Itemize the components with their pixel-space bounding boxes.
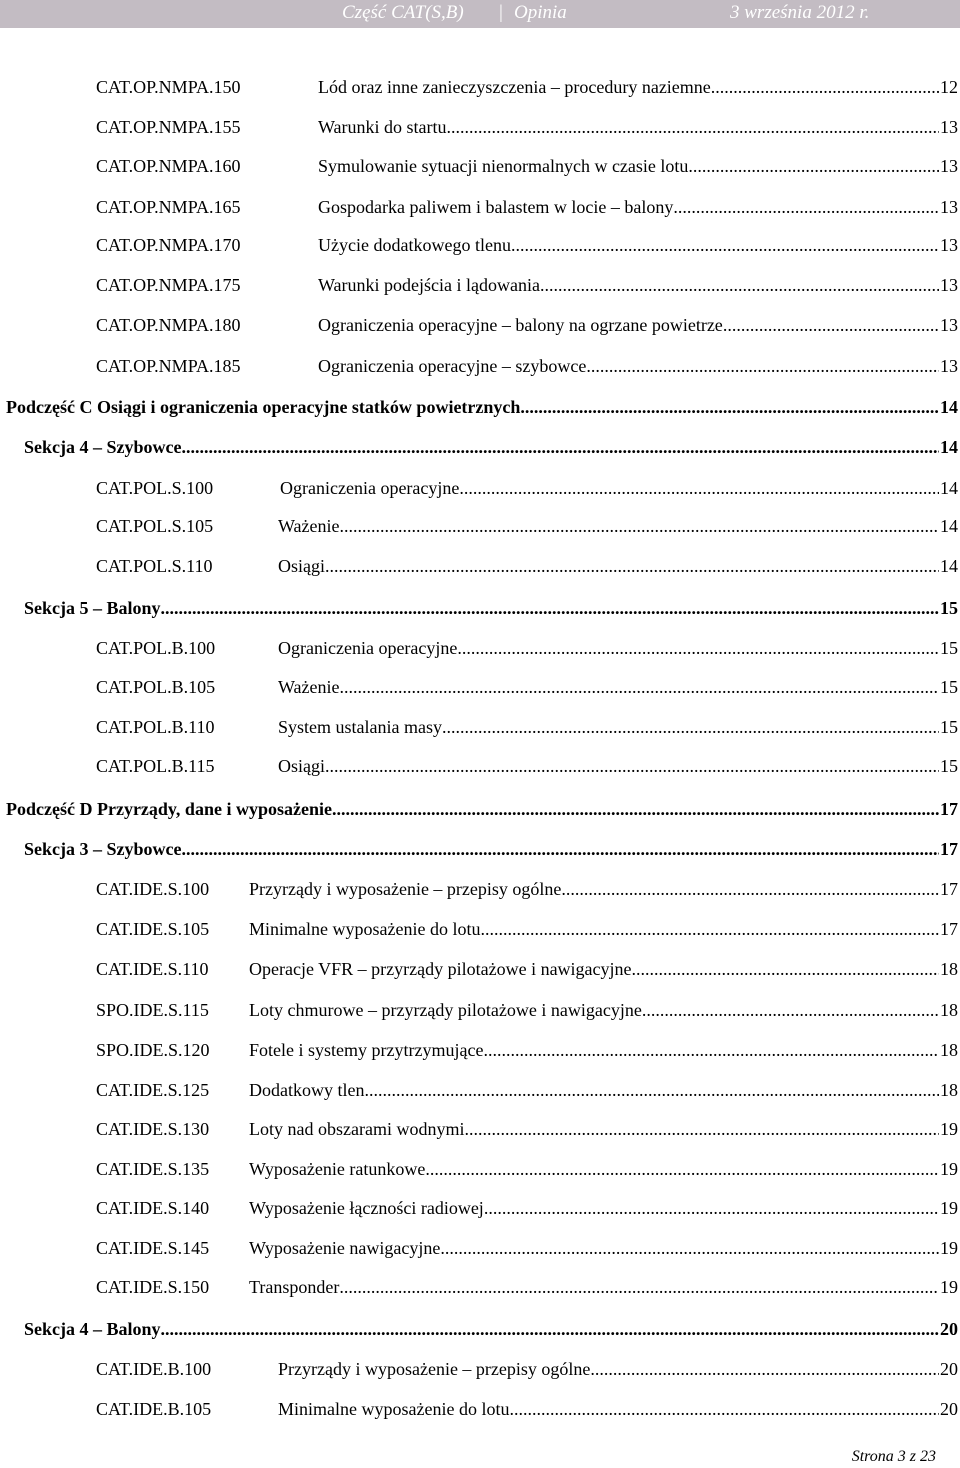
toc-leader bbox=[561, 876, 939, 902]
toc-leader bbox=[459, 475, 939, 501]
toc-code: CAT.POL.B.115 bbox=[96, 756, 215, 776]
toc-entry[interactable] bbox=[96, 1235, 958, 1261]
header-part: Część CAT(S,B) bbox=[342, 2, 464, 23]
toc-entry[interactable] bbox=[96, 1356, 958, 1382]
header-date: 3 września 2012 r. bbox=[730, 2, 870, 23]
toc-leader bbox=[181, 434, 939, 460]
toc-entry[interactable] bbox=[96, 956, 958, 982]
toc-title: Sekcja 3 – Szybowce bbox=[24, 839, 182, 859]
toc-entry[interactable] bbox=[96, 553, 958, 579]
toc-code: CAT.OP.NMPA.155 bbox=[96, 117, 241, 137]
toc-page: 17 bbox=[940, 799, 958, 819]
toc-page: 17 bbox=[940, 919, 958, 939]
toc-page: 18 bbox=[940, 1000, 958, 1020]
toc-code: CAT.IDE.S.130 bbox=[96, 1119, 210, 1139]
toc-page: 15 bbox=[940, 638, 958, 658]
toc-page: 19 bbox=[940, 1159, 958, 1179]
toc-leader bbox=[642, 997, 939, 1023]
toc-leader bbox=[632, 956, 939, 982]
toc-title: Osiągi bbox=[278, 756, 325, 776]
toc-page: 17 bbox=[940, 839, 958, 859]
toc-leader bbox=[332, 796, 939, 822]
toc-code: CAT.POL.S.110 bbox=[96, 556, 213, 576]
toc-page: 13 bbox=[940, 117, 958, 137]
header-opinion: Opinia bbox=[514, 2, 567, 23]
toc-leader bbox=[711, 74, 939, 100]
toc-title: Wyposażenie nawigacyjne bbox=[249, 1238, 441, 1258]
toc-entry[interactable] bbox=[96, 153, 958, 179]
toc-page: 14 bbox=[940, 397, 958, 417]
toc-leader bbox=[447, 114, 939, 140]
toc-leader bbox=[325, 753, 939, 779]
toc-title: Osiągi bbox=[278, 556, 325, 576]
toc-entry[interactable] bbox=[96, 1156, 958, 1182]
toc-leader bbox=[464, 1116, 939, 1142]
toc-leader bbox=[509, 1396, 939, 1422]
toc-section[interactable] bbox=[24, 1316, 958, 1342]
toc-code: CAT.IDE.S.125 bbox=[96, 1080, 210, 1100]
header-separator: | bbox=[498, 2, 504, 23]
toc-entry[interactable] bbox=[96, 635, 958, 661]
toc-page: 13 bbox=[940, 275, 958, 295]
toc-leader bbox=[440, 1235, 939, 1261]
toc-title: Sekcja 4 – Szybowce bbox=[24, 437, 182, 457]
toc-title: Ograniczenia operacyjne – szybowce bbox=[318, 356, 587, 376]
toc-code: CAT.IDE.S.100 bbox=[96, 879, 210, 899]
toc-code: CAT.OP.NMPA.150 bbox=[96, 77, 241, 97]
toc-page: 18 bbox=[940, 1040, 958, 1060]
toc-title: Lód oraz inne zanieczyszczenia – procedury naziemne bbox=[318, 77, 711, 97]
toc-leader bbox=[723, 312, 939, 338]
toc-page: 15 bbox=[940, 717, 958, 737]
toc-title: Gospodarka paliwem i balastem w locie – balony bbox=[318, 197, 674, 217]
toc-title: Transponder bbox=[249, 1277, 340, 1297]
toc-leader bbox=[688, 153, 939, 179]
toc-leader bbox=[511, 232, 939, 258]
toc-code: SPO.IDE.S.120 bbox=[96, 1040, 210, 1060]
toc-title: Warunki podejścia i lądowania bbox=[318, 275, 540, 295]
toc-title: Ograniczenia operacyjne – balony na ogrzane powietrze bbox=[318, 315, 723, 335]
toc-code: CAT.IDE.S.105 bbox=[96, 919, 210, 939]
toc-leader bbox=[457, 635, 939, 661]
toc-title: Ograniczenia operacyjne bbox=[278, 638, 458, 658]
toc-title: Ważenie bbox=[278, 516, 340, 536]
toc-page: 15 bbox=[940, 677, 958, 697]
toc-leader bbox=[540, 272, 939, 298]
toc-entry[interactable] bbox=[96, 714, 958, 740]
toc-page: 19 bbox=[940, 1119, 958, 1139]
toc-page: 12 bbox=[940, 77, 958, 97]
toc-entry[interactable] bbox=[96, 1116, 958, 1142]
toc-leader bbox=[339, 1274, 939, 1300]
toc-leader bbox=[673, 194, 939, 220]
toc-page: 13 bbox=[940, 197, 958, 217]
toc-page: 18 bbox=[940, 1080, 958, 1100]
toc-leader bbox=[364, 1077, 939, 1103]
toc-entry[interactable] bbox=[96, 916, 958, 942]
toc-page: 20 bbox=[940, 1319, 958, 1339]
toc-entry[interactable] bbox=[96, 1077, 958, 1103]
toc-page: 13 bbox=[940, 156, 958, 176]
toc-code: CAT.POL.S.105 bbox=[96, 516, 214, 536]
toc-code: CAT.IDE.B.100 bbox=[96, 1359, 212, 1379]
toc-title: Fotele i systemy przytrzymujące bbox=[249, 1040, 484, 1060]
toc-entry[interactable] bbox=[96, 114, 958, 140]
toc-page: 19 bbox=[940, 1277, 958, 1297]
toc-subpart[interactable] bbox=[6, 394, 958, 420]
toc-page: 20 bbox=[940, 1359, 958, 1379]
toc-entry[interactable] bbox=[96, 513, 958, 539]
toc-code: CAT.OP.NMPA.165 bbox=[96, 197, 241, 217]
toc-title: Loty chmurowe – przyrządy pilotażowe i nawigacyjne bbox=[249, 1000, 642, 1020]
toc-code: CAT.POL.S.100 bbox=[96, 478, 214, 498]
toc-leader bbox=[161, 1316, 939, 1342]
toc-page: 14 bbox=[940, 478, 958, 498]
toc-code: CAT.OP.NMPA.160 bbox=[96, 156, 241, 176]
toc-entry[interactable] bbox=[96, 1274, 958, 1300]
toc-page: 15 bbox=[940, 756, 958, 776]
toc-leader bbox=[442, 714, 939, 740]
toc-code: CAT.IDE.S.145 bbox=[96, 1238, 210, 1258]
toc-page: 19 bbox=[940, 1198, 958, 1218]
toc-page: 17 bbox=[940, 879, 958, 899]
toc-entry[interactable] bbox=[96, 753, 958, 779]
toc-section[interactable] bbox=[24, 836, 958, 862]
toc-title: Symulowanie sytuacji nienormalnych w czasie lotu bbox=[318, 156, 689, 176]
toc-title: Minimalne wyposażenie do lotu bbox=[278, 1399, 510, 1419]
toc-title: Wyposażenie łączności radiowej bbox=[249, 1198, 484, 1218]
toc-page: 13 bbox=[940, 315, 958, 335]
toc-section[interactable] bbox=[24, 434, 958, 460]
toc-entry[interactable] bbox=[96, 475, 958, 501]
toc-page: 19 bbox=[940, 1238, 958, 1258]
toc-section[interactable] bbox=[24, 595, 958, 621]
toc-page: 18 bbox=[940, 959, 958, 979]
toc-leader bbox=[586, 353, 939, 379]
toc-page: 13 bbox=[940, 235, 958, 255]
toc-entry[interactable] bbox=[96, 194, 958, 220]
toc-entry[interactable] bbox=[96, 1396, 958, 1422]
toc-code: CAT.IDE.S.140 bbox=[96, 1198, 210, 1218]
toc-leader bbox=[181, 836, 939, 862]
toc-code: CAT.OP.NMPA.175 bbox=[96, 275, 241, 295]
toc-entry[interactable] bbox=[96, 997, 958, 1023]
toc-entry[interactable] bbox=[96, 353, 958, 379]
toc-title: Operacje VFR – przyrządy pilotażowe i nawigacyjne bbox=[249, 959, 632, 979]
toc-code: CAT.OP.NMPA.180 bbox=[96, 315, 241, 335]
toc-title: Sekcja 5 – Balony bbox=[24, 598, 161, 618]
toc-page: 13 bbox=[940, 356, 958, 376]
toc-entry[interactable] bbox=[96, 674, 958, 700]
toc-leader bbox=[325, 553, 939, 579]
toc-code: CAT.OP.NMPA.185 bbox=[96, 356, 241, 376]
toc-code: CAT.POL.B.100 bbox=[96, 638, 216, 658]
toc-title: Przyrządy i wyposażenie – przepisy ogólne bbox=[278, 1359, 591, 1379]
toc-code: CAT.POL.B.110 bbox=[96, 717, 215, 737]
toc-subpart[interactable] bbox=[6, 796, 958, 822]
toc-leader bbox=[161, 595, 939, 621]
toc-title: Ważenie bbox=[278, 677, 340, 697]
toc-title: Dodatkowy tlen bbox=[249, 1080, 365, 1100]
toc-title: Minimalne wyposażenie do lotu bbox=[249, 919, 481, 939]
toc-title: Warunki do startu bbox=[318, 117, 447, 137]
toc-leader bbox=[520, 394, 939, 420]
toc-title: Loty nad obszarami wodnymi bbox=[249, 1119, 465, 1139]
toc-title: Podczęść D Przyrządy, dane i wyposażenie bbox=[6, 799, 332, 819]
toc-entry[interactable] bbox=[96, 876, 958, 902]
toc-entry[interactable] bbox=[96, 74, 958, 100]
toc-page: 15 bbox=[940, 598, 958, 618]
toc-title: Przyrządy i wyposażenie – przepisy ogólne bbox=[249, 879, 562, 899]
toc-leader bbox=[425, 1156, 939, 1182]
toc-title: Sekcja 4 – Balony bbox=[24, 1319, 161, 1339]
toc-leader bbox=[480, 916, 939, 942]
toc-entry[interactable] bbox=[96, 232, 958, 258]
toc-entry[interactable] bbox=[96, 312, 958, 338]
toc-leader bbox=[340, 674, 939, 700]
toc-title: Ograniczenia operacyjne bbox=[280, 478, 460, 498]
toc-entry[interactable] bbox=[96, 272, 958, 298]
toc-code: CAT.IDE.S.135 bbox=[96, 1159, 210, 1179]
toc-entry[interactable] bbox=[96, 1037, 958, 1063]
toc-code: CAT.IDE.S.110 bbox=[96, 959, 209, 979]
toc-code: CAT.IDE.B.105 bbox=[96, 1399, 212, 1419]
toc-code: CAT.IDE.S.150 bbox=[96, 1277, 210, 1297]
toc-leader bbox=[483, 1037, 939, 1063]
toc-page: 14 bbox=[940, 437, 958, 457]
toc-page: 20 bbox=[940, 1399, 958, 1419]
toc-page: 14 bbox=[940, 556, 958, 576]
toc-entry[interactable] bbox=[96, 1195, 958, 1221]
toc-title: System ustalania masy bbox=[278, 717, 442, 737]
toc-code: CAT.POL.B.105 bbox=[96, 677, 216, 697]
toc-leader bbox=[340, 513, 939, 539]
toc-leader bbox=[590, 1356, 939, 1382]
toc-page: 14 bbox=[940, 516, 958, 536]
page-footer: Strona 3 z 23 bbox=[851, 1448, 936, 1465]
toc-title: Wyposażenie ratunkowe bbox=[249, 1159, 426, 1179]
toc-leader bbox=[484, 1195, 939, 1221]
toc-code: CAT.OP.NMPA.170 bbox=[96, 235, 241, 255]
toc-title: Użycie dodatkowego tlenu bbox=[318, 235, 511, 255]
toc-title: Podczęść C Osiągi i ograniczenia operacyjne statków powietrznych bbox=[6, 397, 521, 417]
toc-code: SPO.IDE.S.115 bbox=[96, 1000, 209, 1020]
